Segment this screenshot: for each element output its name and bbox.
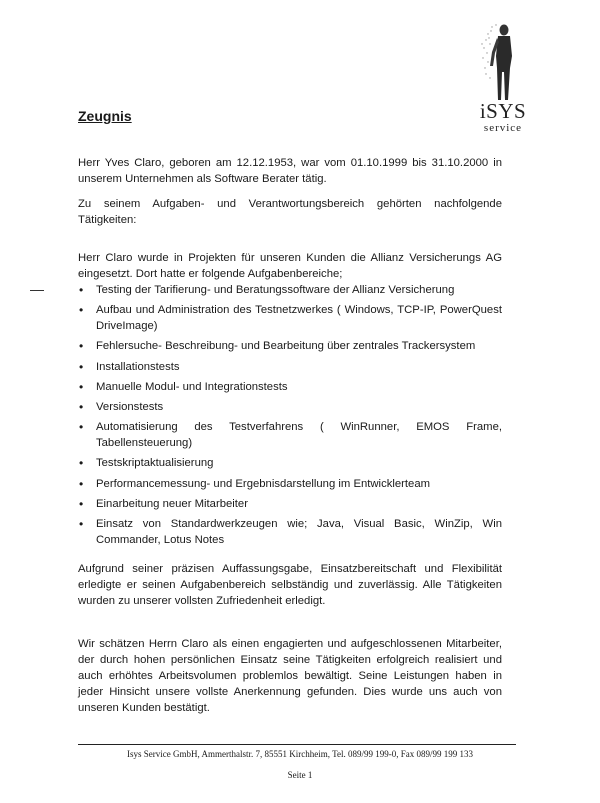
- list-item: • Automatisierung des Testverfahrens ( WinRunner, EMOS Frame, Tabellensteuerung): [78, 419, 502, 451]
- footer-address: Isys Service GmbH, Ammerthalstr. 7, 85551 Kirchheim, Tel. 089/99 199-0, Fax 089/99 199 133: [127, 749, 473, 759]
- logo-subtitle: service: [483, 122, 523, 134]
- list-item: • Einarbeitung neuer Mitarbeiter: [78, 496, 502, 512]
- list-item: • Manuelle Modul- und Integrationstests: [78, 379, 502, 395]
- logo-brand: iSYS: [479, 99, 527, 123]
- projects-paragraph: Herr Claro wurde in Projekten für unseren Kunden die Allianz Versicherungs AG eingesetzt. Dort hatte er folgende Aufgabenbereiche;: [78, 252, 502, 280]
- appreciation-paragraph: Wir schätzen Herrn Claro als einen engagierten und aufgeschlossenen Mitarbeiter, der durch hohen persönlichen Einsatz seine Tätigkeiten erfolgreich realisiert und auch erhöhtes Arbeitsvolumen problemlos bewältigt. Seine Leistungen haben in jeder Hinsicht unsere vollste Anerkennung gefunden. Dies wurde uns auch von unseren Kunden bestätigt.: [78, 638, 502, 714]
- list-item: • Installationstests: [78, 359, 502, 375]
- intro-paragraph: Herr Yves Claro, geboren am 12.12.1953, war vom 01.10.1999 bis 31.10.2000 in unserem Unternehmen als Software Berater tätig.: [78, 157, 502, 185]
- document-title: Zeugnis: [78, 108, 132, 124]
- scope-paragraph: Zu seinem Aufgaben- und Verantwortungsbereich gehörten nachfolgende Tätigkeiten:: [78, 198, 502, 226]
- list-item: • Aufbau und Administration des Testnetzwerkes ( Windows, TCP-IP, PowerQuest DriveImage): [78, 302, 502, 334]
- list-item: • Fehlersuche- Beschreibung- und Bearbeitung über zentrales Trackersystem: [78, 338, 502, 354]
- list-item: • Testskriptaktualisierung: [78, 455, 502, 471]
- margin-mark: [30, 290, 44, 291]
- list-item: • Einsatz von Standardwerkzeugen wie; Java, Visual Basic, WinZip, Win Commander, Lotus Notes: [78, 516, 502, 548]
- page-number: Seite 1: [287, 770, 313, 780]
- list-item: • Versionstests: [78, 399, 502, 415]
- list-item: • Testing der Tarifierung- und Beratungssoftware der Allianz Versicherung: [78, 282, 502, 298]
- isys-logo-wordmark: [478, 101, 528, 134]
- footer-divider: [78, 744, 516, 745]
- task-list: [78, 282, 502, 552]
- assessment-paragraph: Aufgrund seiner präzisen Auffassungsgabe, Einsatzbereitschaft und Flexibilität erledigte er seinen Aufgabenbereich selbständig und zuverlässig. Alle Tätigkeiten wurden zu unserer vollsten Zufriedenheit erledigt.: [78, 563, 502, 607]
- standing-figure-icon: [470, 22, 530, 102]
- list-item: • Performancemessung- und Ergebnisdarstellung im Entwicklerteam: [78, 476, 502, 492]
